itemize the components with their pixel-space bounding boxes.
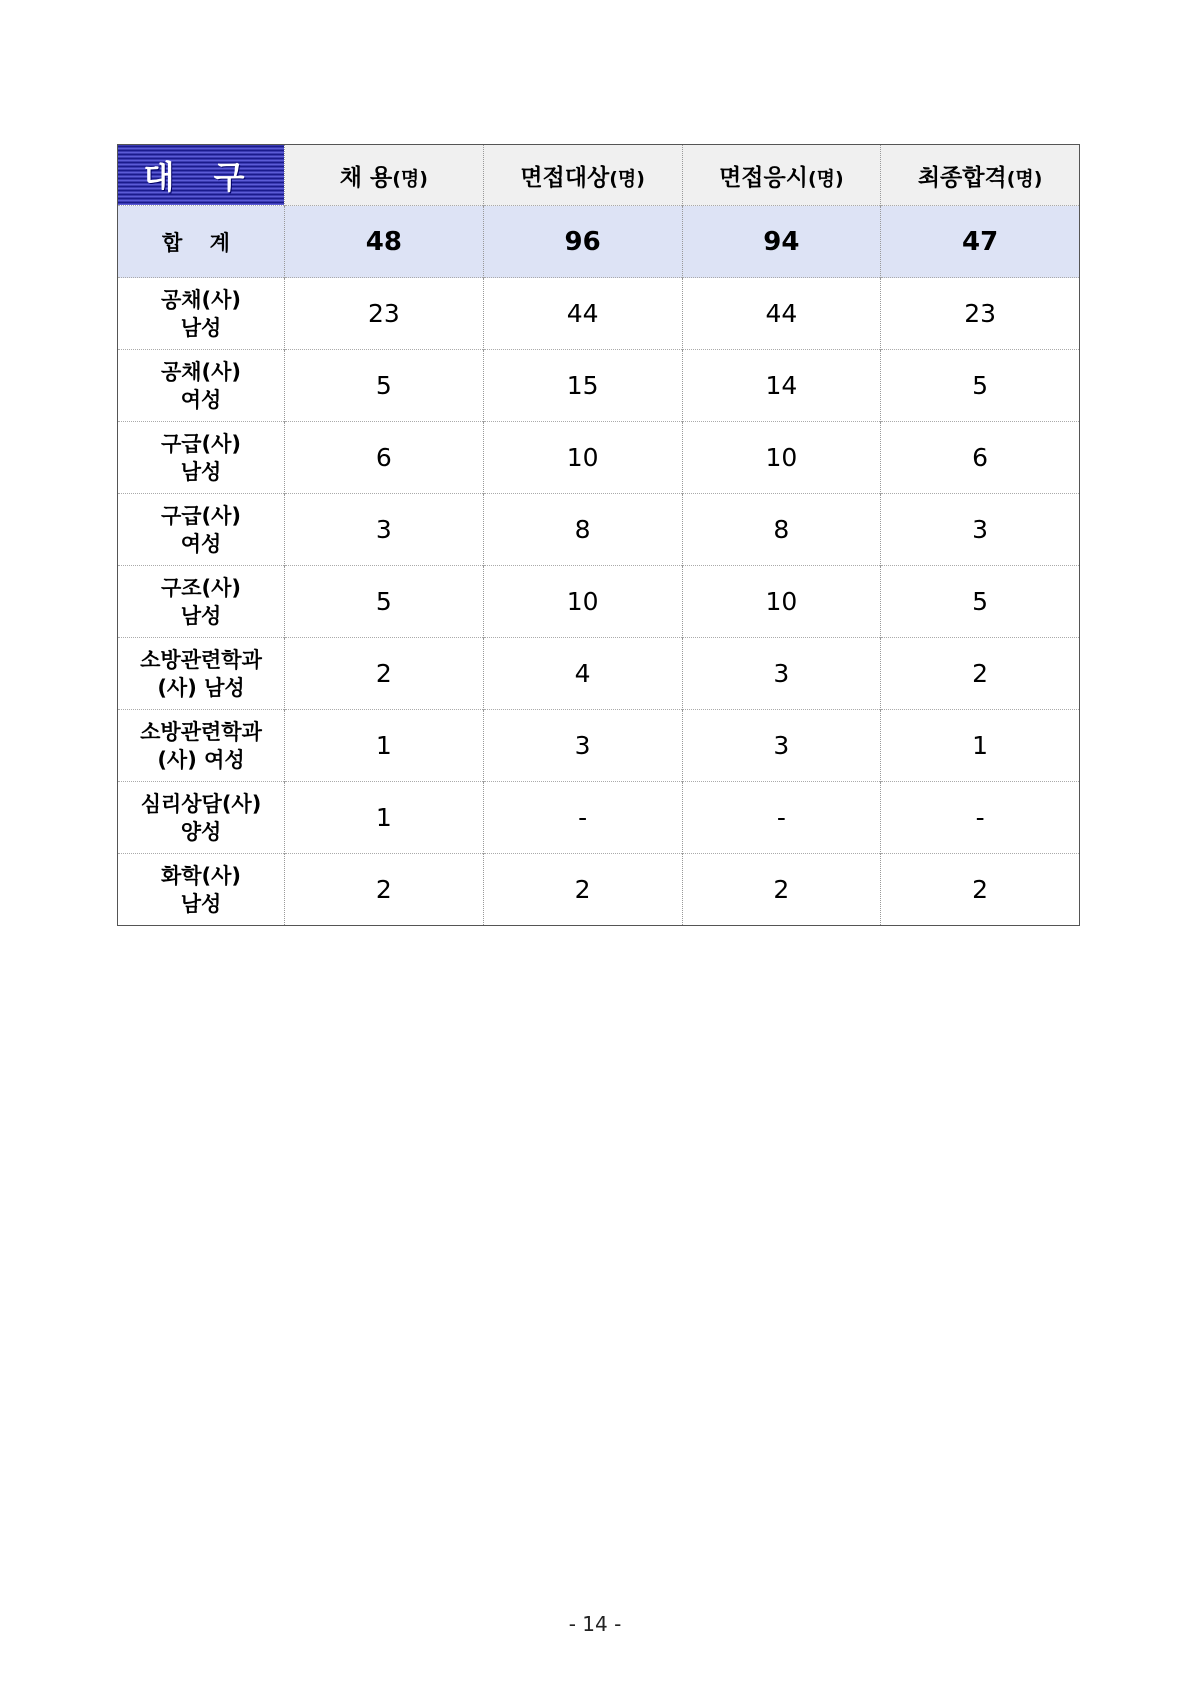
table-row (118, 494, 1080, 566)
row-label (118, 710, 285, 782)
header-interview-taken (682, 145, 881, 206)
page-number: - 14 - (568, 1612, 622, 1636)
table-cell: 2 (285, 854, 484, 926)
table-cell: 2 (881, 638, 1080, 710)
table-row (118, 638, 1080, 710)
table-cell: 1 (881, 710, 1080, 782)
table-cell: - (483, 782, 682, 854)
table-header-row (118, 145, 1080, 206)
table-row (118, 422, 1080, 494)
table-row (118, 710, 1080, 782)
row-label-line1: 구급(사) (160, 431, 242, 456)
table-cell: - (881, 782, 1080, 854)
header-final-pass-label: 최종합격 (917, 164, 1007, 191)
table-row (118, 278, 1080, 350)
table-cell: 5 (285, 566, 484, 638)
row-label-line1: 공채(사) (160, 359, 242, 384)
table-cell: 3 (682, 638, 881, 710)
table-cell: 10 (682, 422, 881, 494)
recruitment-table (117, 144, 1080, 926)
header-interview-target-unit: (명) (609, 167, 645, 190)
row-label-line2: 남성 (180, 891, 222, 916)
row-label-line2: 여성 (180, 387, 222, 412)
row-label (118, 638, 285, 710)
region-header-label: 대 구 (143, 158, 259, 196)
table-cell: 3 (483, 710, 682, 782)
header-interview-taken-label: 면접응시 (719, 164, 808, 191)
table-cell: 10 (483, 566, 682, 638)
table-cell: 3 (285, 494, 484, 566)
header-interview-target (483, 145, 682, 206)
row-label-line2: 여성 (180, 531, 222, 556)
table-cell: 4 (483, 638, 682, 710)
table-row (118, 854, 1080, 926)
row-label-line2: 남성 (180, 603, 222, 628)
header-final-pass-unit: (명) (1006, 167, 1043, 190)
table-cell: 2 (285, 638, 484, 710)
total-label: 합 계 (118, 206, 285, 278)
total-cell: 48 (285, 206, 484, 278)
table-cell: 23 (881, 278, 1080, 350)
table-row (118, 782, 1080, 854)
table-cell: 3 (881, 494, 1080, 566)
table-cell: 3 (682, 710, 881, 782)
table-cell: 15 (483, 350, 682, 422)
row-label-line2: 양성 (180, 819, 222, 844)
row-label-line2: (사) 남성 (157, 675, 245, 700)
row-label-line1: 소방관련학과 (140, 647, 262, 672)
total-cell: 96 (483, 206, 682, 278)
row-label-line1: 심리상담(사) (140, 791, 262, 816)
table-cell: 44 (483, 278, 682, 350)
header-interview-taken-unit: (명) (807, 167, 844, 190)
row-label-line1: 소방관련학과 (140, 719, 262, 744)
table-cell: - (682, 782, 881, 854)
table-cell: 6 (881, 422, 1080, 494)
row-label-line1: 구급(사) (160, 503, 242, 528)
table-cell: 5 (881, 566, 1080, 638)
header-hired-unit: (명) (392, 167, 428, 190)
table-cell: 2 (682, 854, 881, 926)
region-header (118, 145, 285, 206)
table-cell: 5 (285, 350, 484, 422)
total-cell: 94 (682, 206, 881, 278)
row-label-line1: 화학(사) (160, 863, 242, 888)
table-cell: 44 (682, 278, 881, 350)
table-row (118, 350, 1080, 422)
table-cell: 1 (285, 782, 484, 854)
table-cell: 10 (483, 422, 682, 494)
row-label-line2: 남성 (180, 459, 222, 484)
table-cell: 5 (881, 350, 1080, 422)
table-cell: 1 (285, 710, 484, 782)
total-row (118, 206, 1080, 278)
table-row (118, 566, 1080, 638)
table-cell: 6 (285, 422, 484, 494)
header-hired (285, 145, 484, 206)
table-cell: 14 (682, 350, 881, 422)
row-label (118, 782, 285, 854)
table-cell: 2 (881, 854, 1080, 926)
row-label (118, 854, 285, 926)
row-label (118, 494, 285, 566)
header-final-pass (881, 145, 1080, 206)
header-interview-target-label: 면접대상 (520, 164, 610, 191)
table-cell: 2 (483, 854, 682, 926)
row-label (118, 566, 285, 638)
table-cell: 23 (285, 278, 484, 350)
header-hired-label: 채 용 (339, 164, 393, 191)
row-label (118, 422, 285, 494)
table-cell: 8 (682, 494, 881, 566)
table-cell: 8 (483, 494, 682, 566)
row-label (118, 278, 285, 350)
row-label-line2: (사) 여성 (157, 747, 245, 772)
row-label-line1: 공채(사) (160, 287, 242, 312)
table-cell: 10 (682, 566, 881, 638)
total-cell: 47 (881, 206, 1080, 278)
row-label-line2: 남성 (180, 315, 222, 340)
row-label-line1: 구조(사) (160, 575, 242, 600)
row-label (118, 350, 285, 422)
